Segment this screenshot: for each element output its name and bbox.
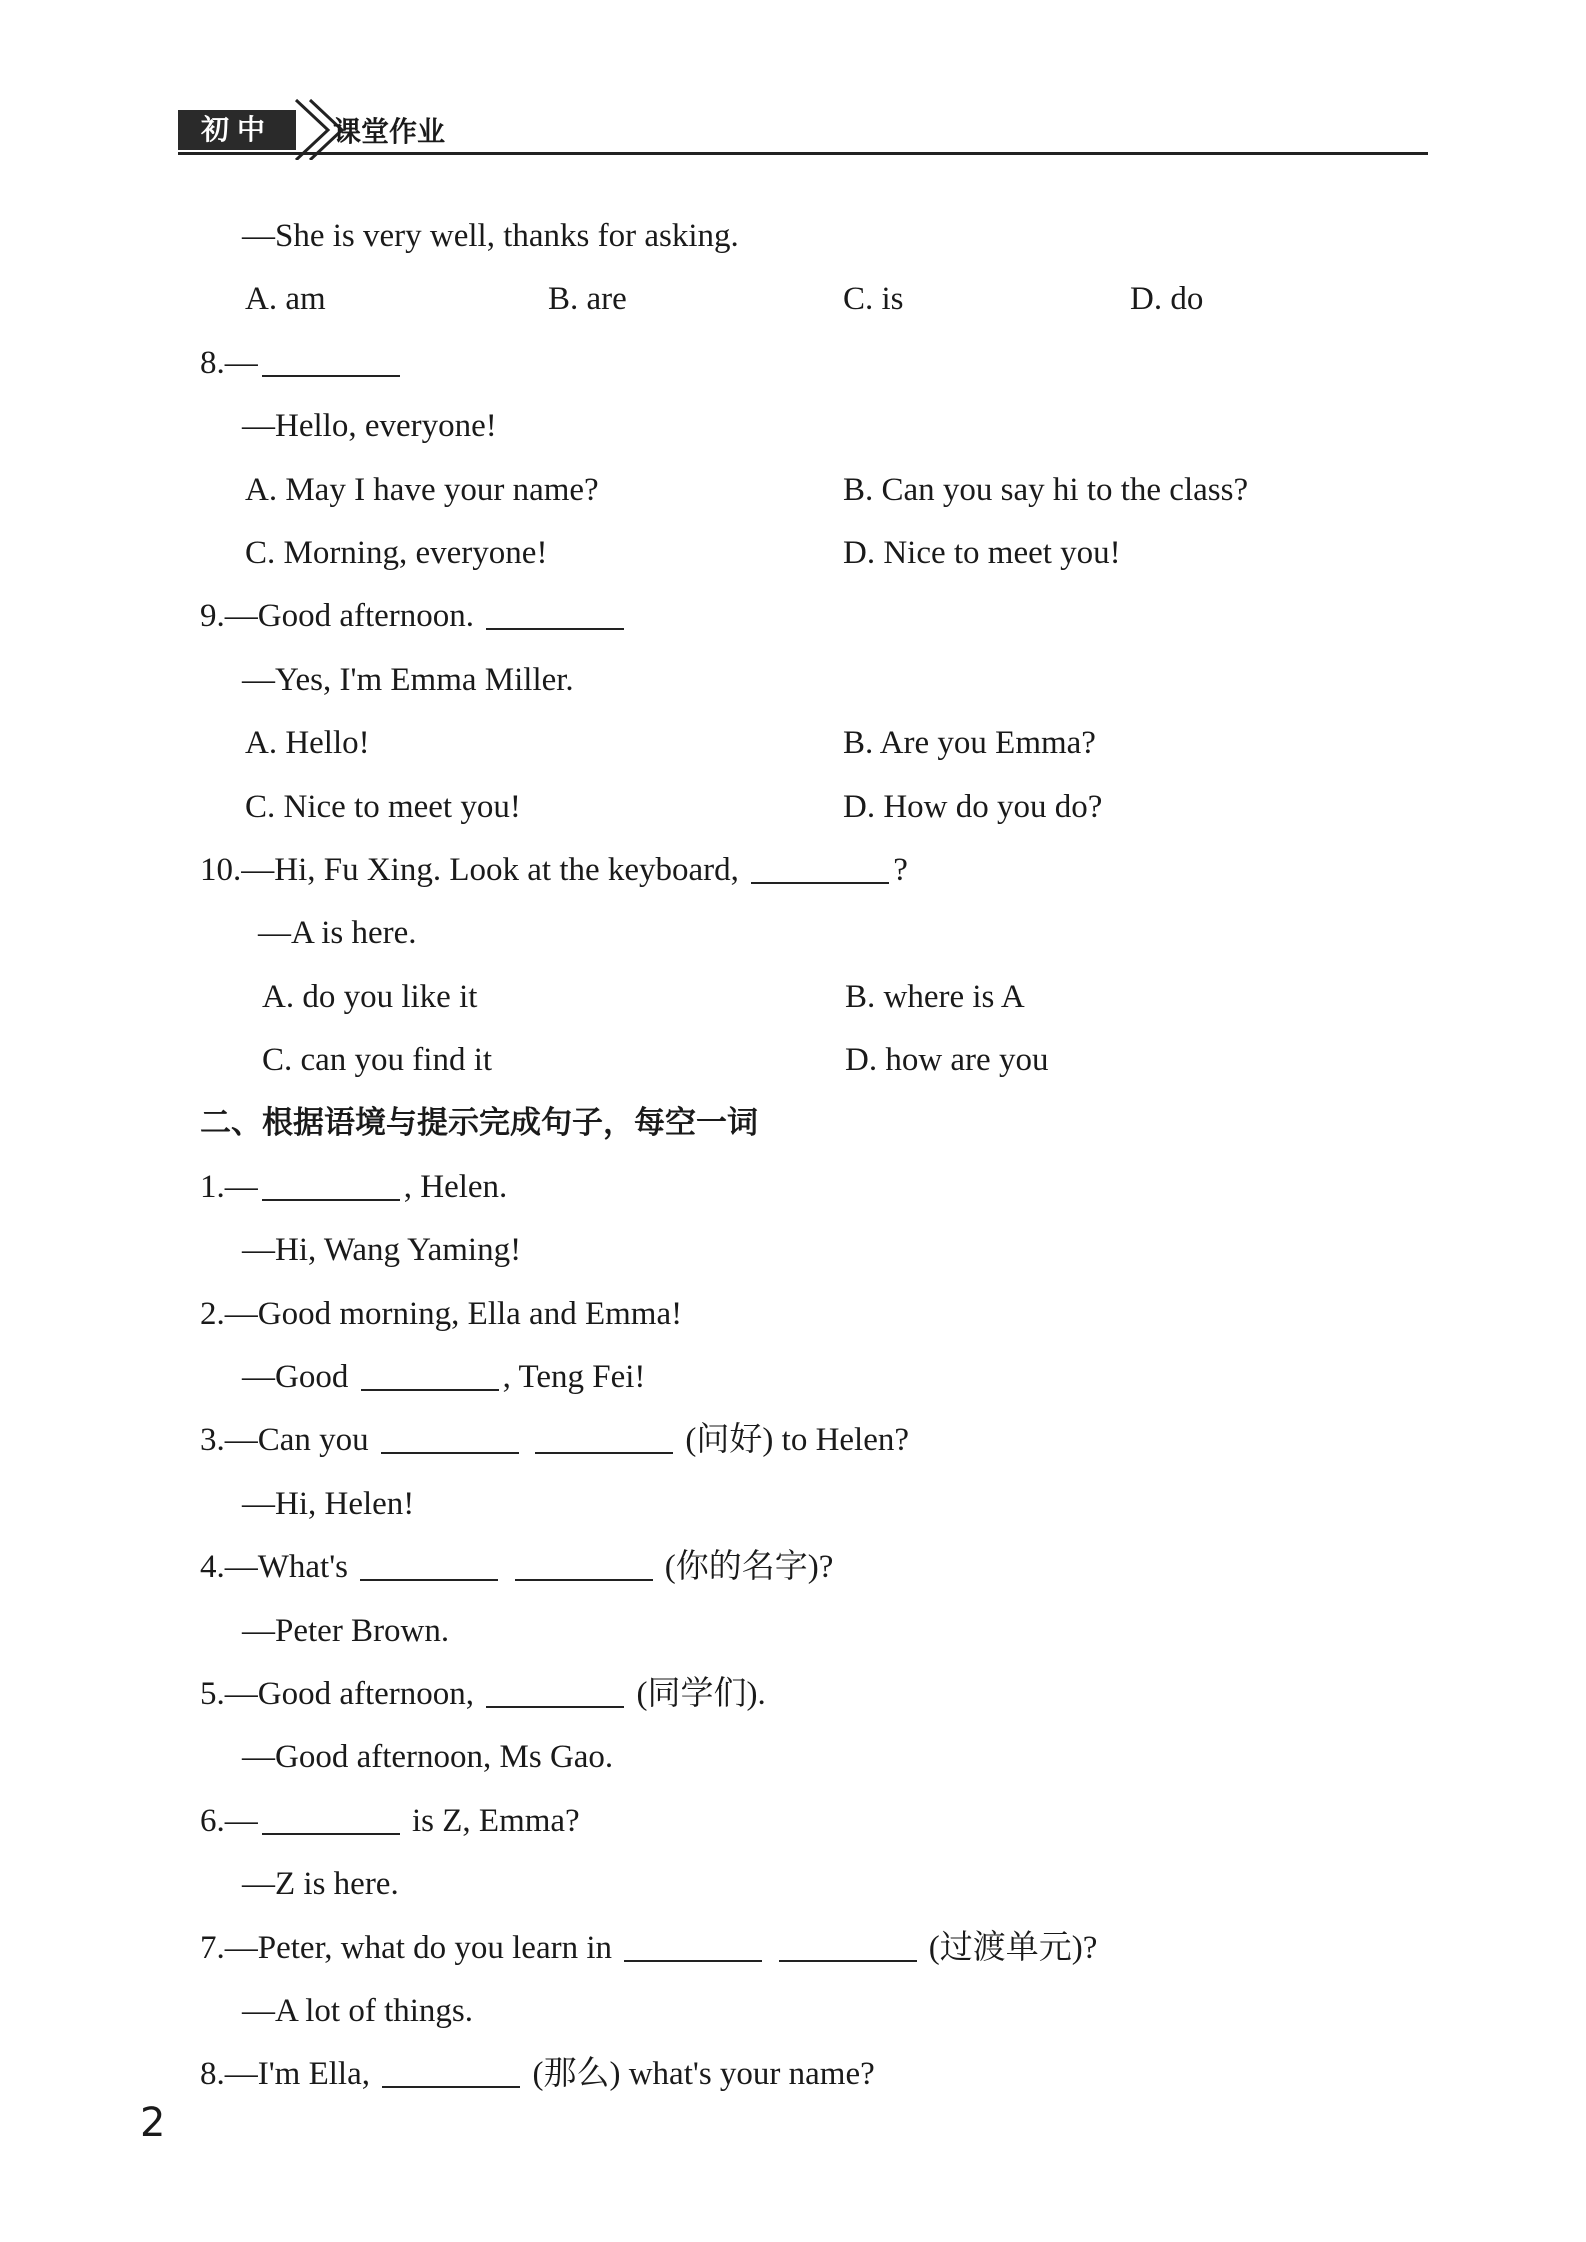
- question-text: —Good afternoon.: [224, 598, 475, 635]
- worksheet-content: [200, 205, 1400, 2107]
- page-header: [178, 96, 1428, 156]
- s2-q3-prompt: [200, 1409, 1400, 1472]
- header-tag: 初中: [178, 110, 296, 150]
- q7-answer-line: [200, 205, 1400, 268]
- question-number: 8.: [200, 2056, 225, 2093]
- s2-q2-prompt: [200, 1283, 1400, 1346]
- q10-reply: [200, 902, 1400, 965]
- text: —Hi, Helen!: [242, 1485, 415, 1522]
- q9-reply: [200, 649, 1400, 712]
- question-text: —Hi, Fu Xing. Look at the keyboard,: [241, 851, 739, 888]
- question-number: 5.: [200, 1675, 225, 1712]
- question-number: 1.: [200, 1168, 225, 1205]
- text: —Peter Brown.: [242, 1612, 450, 1649]
- option-d: D. do: [1130, 281, 1204, 318]
- s2-q7-reply: [200, 1980, 1400, 2043]
- header-rule: [178, 152, 1428, 155]
- answer-blank[interactable]: [361, 1363, 499, 1391]
- answer-blank[interactable]: [262, 349, 400, 377]
- question-text: —I'm Ella,: [224, 2056, 370, 2093]
- option-d: D. how are you: [845, 1042, 1049, 1079]
- answer-blank[interactable]: [262, 1173, 400, 1201]
- s2-q2-reply: [200, 1346, 1400, 1409]
- option-d: D. How do you do?: [843, 788, 1103, 825]
- question-number: 8.: [200, 344, 225, 381]
- question-number: 9.: [200, 598, 225, 635]
- q10-prompt: [200, 839, 1400, 902]
- option-a: A. am: [245, 281, 326, 318]
- question-text: —Can you: [224, 1422, 369, 1459]
- option-c: C. Morning, everyone!: [245, 534, 548, 571]
- answer-blank[interactable]: [535, 1426, 673, 1454]
- s2-q5-reply: [200, 1726, 1400, 1789]
- s2-q3-reply: [200, 1473, 1400, 1536]
- text: —Hello, everyone!: [242, 408, 497, 445]
- text: —Good afternoon, Ms Gao.: [242, 1739, 614, 1776]
- answer-blank[interactable]: [360, 1553, 498, 1581]
- text: —Yes, I'm Emma Miller.: [242, 661, 574, 698]
- question-number: 7.: [200, 1929, 225, 1966]
- text: —A lot of things.: [242, 1992, 474, 2029]
- answer-blank[interactable]: [381, 1426, 519, 1454]
- s2-q7-prompt: [200, 1917, 1400, 1980]
- text: —Hi, Wang Yaming!: [242, 1232, 522, 1269]
- text: —Z is here.: [242, 1866, 399, 1903]
- text: —Good: [242, 1359, 349, 1396]
- option-b: B. are: [548, 281, 627, 318]
- q7-options: [200, 268, 1400, 331]
- option-a: A. do you like it: [262, 978, 478, 1015]
- q10-options-row2: [200, 1029, 1400, 1092]
- q8-prompt: [200, 332, 1400, 395]
- question-text: —: [224, 1802, 258, 1839]
- question-text-end: (过渡单元)?: [928, 1929, 1098, 1966]
- q9-prompt: [200, 585, 1400, 648]
- option-c: C. Nice to meet you!: [245, 788, 521, 825]
- section2-title: 二、根据语境与提示完成句子，每空一词: [200, 1105, 758, 1142]
- q8-reply: [200, 395, 1400, 458]
- text-end: , Teng Fei!: [502, 1359, 646, 1396]
- question-text-end: , Helen.: [403, 1168, 508, 1205]
- option-d: D. Nice to meet you!: [843, 534, 1121, 571]
- option-a: A. Hello!: [245, 725, 370, 762]
- question-text: —Good morning, Ella and Emma!: [224, 1295, 683, 1332]
- answer-blank[interactable]: [262, 1807, 400, 1835]
- s2-q6-prompt: [200, 1790, 1400, 1853]
- answer-blank[interactable]: [624, 1934, 762, 1962]
- question-text: —What's: [224, 1549, 349, 1586]
- question-text-end: (你的名字)?: [664, 1549, 834, 1586]
- s2-q4-prompt: [200, 1536, 1400, 1599]
- s2-q4-reply: [200, 1600, 1400, 1663]
- q9-options-row1: [200, 712, 1400, 775]
- question-text-end: is Z, Emma?: [412, 1802, 580, 1839]
- question-number: 6.: [200, 1802, 225, 1839]
- s2-q8-prompt: [200, 2043, 1400, 2106]
- question-number: 4.: [200, 1549, 225, 1586]
- s2-q1-prompt: [200, 1156, 1400, 1219]
- page-number: 2: [140, 2100, 166, 2146]
- question-text: —Peter, what do you learn in: [224, 1929, 613, 1966]
- q8-options-row1: [200, 459, 1400, 522]
- text: —A is here.: [258, 915, 417, 952]
- answer-blank[interactable]: [751, 856, 889, 884]
- header-title: 课堂作业: [333, 115, 446, 148]
- answer-blank[interactable]: [779, 1934, 917, 1962]
- s2-q5-prompt: [200, 1663, 1400, 1726]
- answer-blank[interactable]: [486, 1680, 624, 1708]
- q10-options-row1: [200, 966, 1400, 1029]
- option-a: A. May I have your name?: [245, 471, 599, 508]
- answer-blank[interactable]: [486, 602, 624, 630]
- question-number: 2.: [200, 1295, 225, 1332]
- s2-q1-reply: [200, 1219, 1400, 1282]
- text: —She is very well, thanks for asking.: [242, 218, 739, 254]
- option-c: C. can you find it: [262, 1042, 493, 1079]
- question-text: —: [224, 344, 258, 381]
- question-number: 3.: [200, 1422, 225, 1459]
- question-text-end: (那么) what's your name?: [532, 2056, 875, 2093]
- option-b: B. Can you say hi to the class?: [843, 471, 1249, 508]
- s2-q6-reply: [200, 1853, 1400, 1916]
- answer-blank[interactable]: [515, 1553, 653, 1581]
- option-c: C. is: [843, 281, 904, 318]
- question-number: 10.: [200, 851, 242, 888]
- question-text-end: (同学们).: [636, 1675, 766, 1712]
- question-text-end: ?: [893, 851, 908, 888]
- option-b: B. where is A: [845, 978, 1025, 1015]
- q9-options-row2: [200, 776, 1400, 839]
- q8-options-row2: [200, 522, 1400, 585]
- question-text-end: (问好) to Helen?: [685, 1422, 910, 1459]
- question-text: —Good afternoon,: [224, 1675, 475, 1712]
- question-text: —: [224, 1168, 258, 1205]
- option-b: B. Are you Emma?: [843, 725, 1096, 762]
- answer-blank[interactable]: [382, 2060, 520, 2088]
